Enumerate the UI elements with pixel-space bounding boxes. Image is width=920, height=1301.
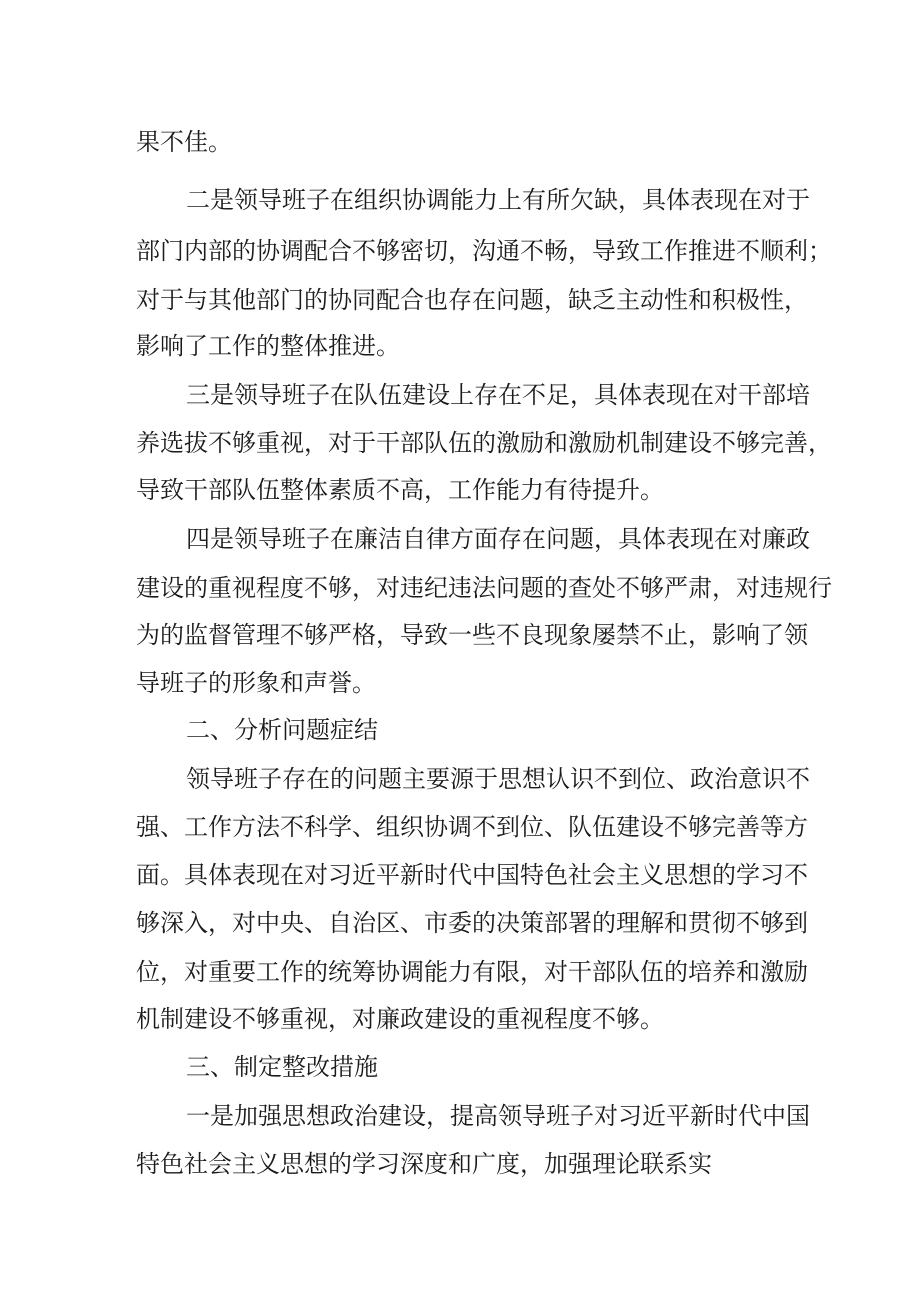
text-line: 机制建设不够重视，对廉政建设的重视程度不够。: [136, 1005, 664, 1033]
text-line: 特色社会主义思想的学习深度和广度，加强理论联系实: [136, 1150, 712, 1178]
text-line: 强、工作方法不科学、组织协调不到位、队伍建设不够完善等方: [136, 813, 808, 841]
text-line: 够深入，对中央、自治区、市委的决策部署的理解和贯彻不够到: [136, 909, 808, 937]
text-line: 导致干部队伍整体素质不高，工作能力有待提升。: [136, 476, 664, 504]
text-line: 部门内部的协调配合不够密切，沟通不畅，导致工作推进不顺利；: [136, 237, 832, 265]
text-line: 四是领导班子在廉洁自律方面存在问题，具体表现在对廉政: [186, 525, 810, 553]
text-line: 一是加强思想政治建设，提高领导班子对习近平新时代中国: [186, 1102, 810, 1130]
text-line: 影响了工作的整体推进。: [136, 332, 400, 360]
text-line: 三是领导班子在队伍建设上存在不足，具体表现在对干部培: [186, 381, 810, 409]
section-heading: 二、分析问题症结: [186, 716, 378, 744]
text-line: 位，对重要工作的统筹协调能力有限，对干部队伍的培养和激励: [136, 958, 808, 986]
text-line: 建设的重视程度不够，对违纪违法问题的查处不够严肃，对违规行: [136, 574, 832, 602]
text-line: 对于与其他部门的协同配合也存在问题，缺乏主动性和积极性，: [136, 286, 808, 314]
text-line: 面。具体表现在对习近平新时代中国特色社会主义思想的学习不: [136, 861, 808, 889]
text-line: 二是领导班子在组织协调能力上有所欠缺，具体表现在对于: [186, 186, 810, 214]
text-line: 为的监督管理不够严格，导致一些不良现象屡禁不止，影响了领: [136, 621, 808, 649]
text-line: 果不佳。: [136, 128, 232, 156]
text-line: 领导班子存在的问题主要源于思想认识不到位、政治意识不: [186, 765, 810, 793]
text-line: 养选拔不够重视，对于干部队伍的激励和激励机制建设不够完善，: [136, 429, 832, 457]
text-line: 导班子的形象和声誉。: [136, 669, 376, 697]
section-heading: 三、制定整改措施: [186, 1053, 378, 1081]
